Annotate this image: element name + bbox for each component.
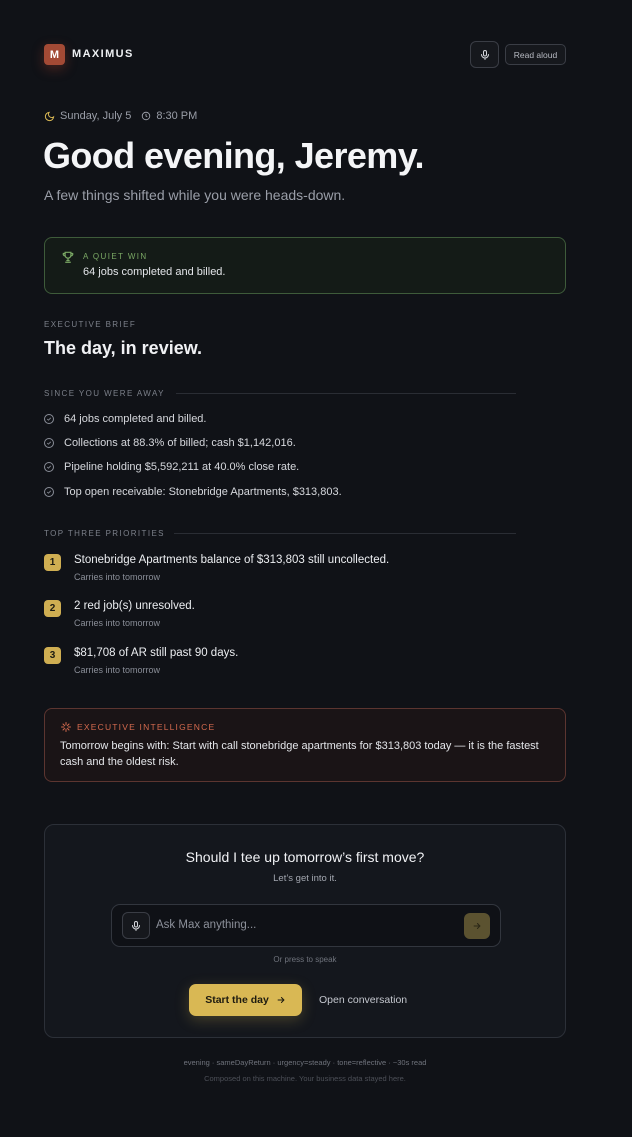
logo-mark: M (44, 44, 65, 65)
intelligence-text: Tomorrow begins with: Start with call stonebridge apartments for $313,803 today — it is the fastest cash and the oldest risk. (60, 740, 539, 768)
since-away-text: Pipeline holding $5,592,211 at 40.0% close rate. (64, 461, 300, 473)
voice-input-button[interactable] (122, 912, 150, 939)
check-circle-icon (44, 462, 54, 472)
check-circle-icon (44, 414, 54, 424)
open-conversation-link[interactable]: Open conversation (319, 994, 408, 1006)
send-button[interactable] (464, 913, 490, 939)
greeting-heading: Good evening, Jeremy. (43, 135, 424, 176)
priority-title: Stonebridge Apartments balance of $313,803 still uncollected. (74, 554, 390, 566)
start-the-day-button[interactable] (189, 984, 302, 1016)
trophy-icon (61, 250, 75, 264)
arrow-right-icon (276, 995, 286, 1005)
quiet-win-label: A QUIET WIN (83, 252, 148, 261)
greeting-subtitle: A few things shifted while you were heads-down. (44, 187, 346, 203)
footer-privacy: Composed on this machine. Your business data stayed here. (204, 1074, 406, 1083)
since-away-text: Collections at 88.3% of billed; cash $1,142,016. (64, 437, 296, 449)
priority-number: 1 (44, 554, 61, 571)
priority-item[interactable] (44, 553, 566, 591)
since-away-text: 64 jobs completed and billed. (64, 413, 207, 425)
dateline (44, 110, 197, 122)
brief-title: The day, in review. (44, 338, 203, 358)
since-away-item (44, 437, 296, 449)
brand-name: MAXIMUS (72, 48, 134, 60)
microphone-button[interactable] (470, 41, 499, 68)
divider (174, 533, 516, 534)
date-text: Sunday, July 5 (60, 110, 132, 122)
ask-input-placeholder[interactable]: Ask Max anything... (156, 919, 257, 931)
quiet-win-text: 64 jobs completed and billed. (83, 266, 226, 278)
start-button-label: Start the day (205, 994, 269, 1006)
check-circle-icon (44, 438, 54, 448)
intelligence-label: EXECUTIVE INTELLIGENCE (77, 722, 216, 732)
priorities-heading: TOP THREE PRIORITIES (44, 529, 165, 538)
time-text: 8:30 PM (156, 110, 198, 122)
sparkle-icon (60, 721, 72, 733)
top-bar (44, 43, 566, 67)
priority-subtext: Carries into tomorrow (74, 572, 161, 582)
ask-max-input[interactable] (111, 904, 501, 947)
footer-meta: evening · sameDayReturn · urgency=steady · tone=reflective · ~30s read (183, 1058, 427, 1067)
microphone-icon (479, 49, 491, 61)
since-away-text: Top open receivable: Stonebridge Apartments, $313,803. (64, 486, 342, 498)
since-away-item (44, 461, 299, 473)
arrow-right-icon (472, 921, 482, 931)
microphone-icon (130, 920, 142, 932)
priority-subtext: Carries into tomorrow (74, 665, 161, 675)
divider (176, 393, 516, 394)
since-away-item (44, 413, 206, 425)
executive-intelligence-card (44, 708, 566, 782)
since-away-item (44, 486, 342, 498)
press-to-speak-hint: Or press to speak (273, 955, 337, 964)
priority-number: 2 (44, 600, 61, 617)
check-circle-icon (44, 487, 54, 497)
priority-title: $81,708 of AR still past 90 days. (74, 647, 239, 659)
clock-icon (141, 111, 151, 121)
moon-icon (44, 111, 55, 122)
priority-subtext: Carries into tomorrow (74, 618, 161, 628)
read-aloud-button[interactable]: Read aloud (505, 44, 566, 65)
next-move-card (44, 824, 566, 1038)
priority-item[interactable] (44, 646, 566, 684)
quiet-win-card (44, 237, 566, 294)
cta-subline: Let’s get into it. (273, 873, 337, 884)
cta-question: Should I tee up tomorrow’s first move? (185, 849, 425, 865)
brief-eyebrow: EXECUTIVE BRIEF (44, 320, 137, 329)
priority-item[interactable] (44, 599, 566, 637)
priority-title: 2 red job(s) unresolved. (74, 600, 195, 612)
since-away-heading: SINCE YOU WERE AWAY (44, 389, 165, 398)
priority-number: 3 (44, 647, 61, 664)
